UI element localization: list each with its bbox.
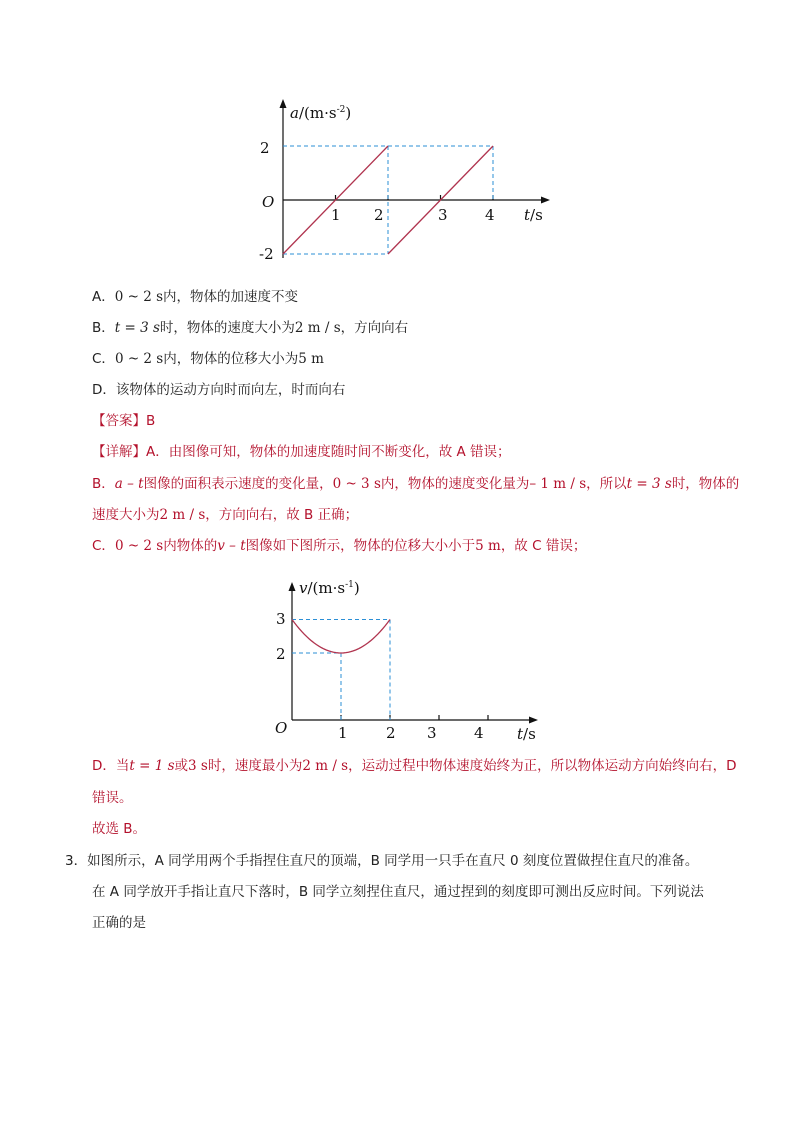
v-y-tick-3: 3 xyxy=(276,610,286,628)
explain-c-prefix: C． xyxy=(92,538,115,554)
explain-b2-math-1: 2 m / s xyxy=(159,507,206,523)
v-series-1 xyxy=(292,620,390,654)
explain-b-math-3: – 1 m / s xyxy=(529,476,587,492)
explain-d-text-1: 或 xyxy=(174,758,189,774)
option-d-text: 该物体的运动方向时而向左，时而向右 xyxy=(115,382,346,398)
option-a-text: 内，物体的加速度不变 xyxy=(163,289,299,305)
v-axes xyxy=(289,582,539,724)
a-x-tick-label-4: 4 xyxy=(485,206,495,224)
a-origin-label: O xyxy=(262,193,275,211)
option-c-text: 内，物体的位移大小为 xyxy=(163,351,299,367)
question-3-line-1: 3．如图所示，A 同学用两个手指捏住直尺的顶端，B 同学用一只手在直尺 0 刻度位置做捏住直尺的准备。 xyxy=(65,853,699,869)
explain-b-text-3: ，所以 xyxy=(586,476,627,492)
question-3-line-2: 在 A 同学放开手指让直尺下落时，B 同学立刻捏住直尺，通过捏到的刻度即可测出反应时间。下列说法 xyxy=(92,884,704,900)
explain-a-text: A．由图像可知，物体的加速度随时间不断变化，故 A 错误； xyxy=(146,444,511,460)
explain-d-line-1 xyxy=(92,756,737,776)
a-y-axis-label: $a/(m\cdot s^{-2})$ xyxy=(290,104,352,122)
explain-c-text-3: ，故 C 错误； xyxy=(500,538,587,554)
v-y-axis-label: $v/(m\cdot s^{-1})$ xyxy=(299,579,360,597)
a-x-tick-label-3: 3 xyxy=(438,206,448,224)
option-a-math: 0 ~ 2 s xyxy=(114,289,164,305)
v-y-arrow xyxy=(289,582,296,591)
explain-d-math-1: t = 1 s xyxy=(129,758,175,774)
option-b-prefix: B． xyxy=(92,320,115,336)
explain-b-math-1: a – t xyxy=(114,476,144,492)
explain-b2-text-1: 速度大小为 xyxy=(92,507,160,523)
v-x-axis-label: t/s xyxy=(517,725,536,743)
v-x-tick-label-3: 3 xyxy=(427,724,437,742)
option-c-math-2: 5 m xyxy=(298,351,324,367)
explain-c-text-2: 图像如下图所示，物体的位移大小小于 xyxy=(245,538,476,554)
explain-b-text-1: 图像的面积表示速度的变化量， xyxy=(143,476,333,492)
final-answer: 故选 B。 xyxy=(92,821,147,837)
explain-b-prefix: B． xyxy=(92,476,115,492)
explain-b-text-2: 内，物体的速度变化量为 xyxy=(380,476,530,492)
v-series-curve xyxy=(292,620,390,654)
a-x-axis-label: t/s xyxy=(524,206,543,224)
explain-b-text-4: 时，物体的 xyxy=(671,476,740,492)
option-b-text-2: ，方向向右 xyxy=(340,320,409,336)
a-x-tick-label-1: 1 xyxy=(331,206,341,224)
explain-d-math-3: 2 m / s xyxy=(302,758,349,774)
explain-b2-text-2: ，方向向右，故 B 正确； xyxy=(205,507,359,523)
v-y-tick-2: 2 xyxy=(276,645,286,663)
a-x-tick-label-2: 2 xyxy=(374,206,384,224)
answer-value: B xyxy=(146,413,156,429)
v-origin-label: O xyxy=(275,719,288,737)
explain-c-text-1: 内物体的 xyxy=(163,538,218,554)
v-x-ticks xyxy=(341,715,488,720)
explain-d-math-2: 3 s xyxy=(188,758,208,774)
explain-d-text-3: ，运动过程中物体速度始终为正，所以物体运动方向始终向右，D xyxy=(348,758,737,774)
explain-c-math-1: 0 ~ 2 s xyxy=(114,538,164,554)
v-x-tick-label-1: 1 xyxy=(338,724,348,742)
option-b-math-2: 2 m / s xyxy=(294,320,341,336)
option-c-prefix: C． xyxy=(92,351,115,367)
option-a-prefix: A． xyxy=(92,289,115,305)
explain-d-line-2: 错误。 xyxy=(92,790,133,806)
explain-b-math-4: t = 3 s xyxy=(626,476,672,492)
v-x-tick-label-2: 2 xyxy=(386,724,396,742)
explain-b-math-2: 0 ~ 3 s xyxy=(332,476,381,492)
a-y-tick-neg2: -2 xyxy=(259,245,274,263)
option-b-math-1: t = 3 s xyxy=(114,320,160,336)
v-guide-lines xyxy=(292,620,390,721)
explain-label: 【详解】 xyxy=(92,444,146,460)
explain-d-prefix: D．当 xyxy=(92,758,130,774)
answer-label: 【答案】 xyxy=(92,413,146,429)
option-d-prefix: D． xyxy=(92,382,116,398)
explain-c-math-2: v – t xyxy=(217,538,246,554)
a-y-tick-2: 2 xyxy=(260,139,270,157)
question-3-line-3: 正确的是 xyxy=(92,915,146,931)
v-x-arrow xyxy=(529,717,538,724)
option-c-math: 0 ~ 2 s xyxy=(114,351,164,367)
option-b-text-1: 时，物体的速度大小为 xyxy=(159,320,295,336)
explain-c-math-3: 5 m xyxy=(475,538,501,554)
explain-d-text-2: 时，速度最小为 xyxy=(207,758,303,774)
v-x-tick-label-4: 4 xyxy=(474,724,484,742)
